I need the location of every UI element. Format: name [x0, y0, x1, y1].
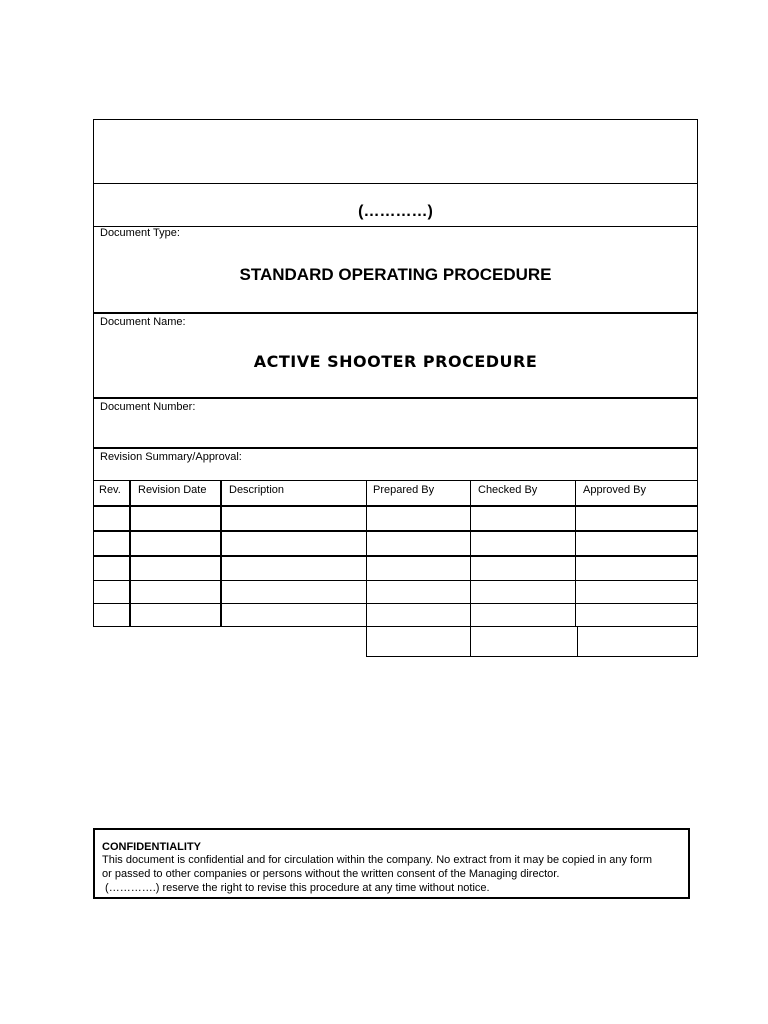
revision-table-col-line [577, 626, 578, 657]
revision-table-col-line [575, 480, 576, 627]
divider-logo-row [93, 183, 698, 184]
divider-number-row [93, 447, 698, 449]
document-name-value: ACTIVE SHOOTER PROCEDURE [253, 352, 538, 371]
revision-table-col-line [697, 480, 698, 657]
document-name-label: Document Name: [100, 316, 186, 328]
divider-type-row [93, 312, 698, 314]
revision-table-signature-bottom [366, 656, 698, 657]
revision-table-col-line [470, 480, 471, 657]
revision-table-top [93, 480, 698, 481]
header-revision-date: Revision Date [138, 484, 207, 496]
document-type-value: STANDARD OPERATING PROCEDURE [239, 265, 552, 284]
confidentiality-title: CONFIDENTIALITY [102, 841, 201, 853]
document-header-form [93, 119, 698, 481]
divider-name-row [93, 397, 698, 399]
revision-table-row-line [93, 603, 698, 604]
revision-table-col-line [129, 480, 131, 627]
header-approved-by: Approved By [583, 484, 646, 496]
revision-summary-label: Revision Summary/Approval: [100, 451, 242, 463]
header-description: Description [229, 484, 285, 496]
revision-table-row-line [93, 580, 698, 581]
confidentiality-line-1: This document is confidential and for circulation within the company. No extract from it may be copied in any form [102, 854, 653, 866]
revision-table-row-line [93, 555, 698, 557]
confidentiality-line-3: (………….) reserve the right to revise this procedure at any time without notice. [102, 882, 490, 894]
revision-table-row-line [93, 626, 698, 627]
company-name-placeholder: (…………) [358, 203, 433, 220]
document-type-label: Document Type: [100, 227, 180, 239]
confidentiality-box [93, 828, 690, 899]
header-rev: Rev. [99, 484, 121, 496]
revision-table-col-line [220, 480, 222, 627]
header-prepared-by: Prepared By [373, 484, 435, 496]
document-number-label: Document Number: [100, 401, 196, 413]
header-checked-by: Checked By [478, 484, 538, 496]
divider-company-row [93, 226, 698, 227]
revision-table-col-line [366, 480, 367, 657]
revision-table-col-line [93, 480, 94, 627]
revision-table-header-bottom [93, 505, 698, 507]
confidentiality-line-2: or passed to other companies or persons without the written consent of the Managing director. [102, 868, 560, 880]
revision-table-row-line [93, 530, 698, 532]
